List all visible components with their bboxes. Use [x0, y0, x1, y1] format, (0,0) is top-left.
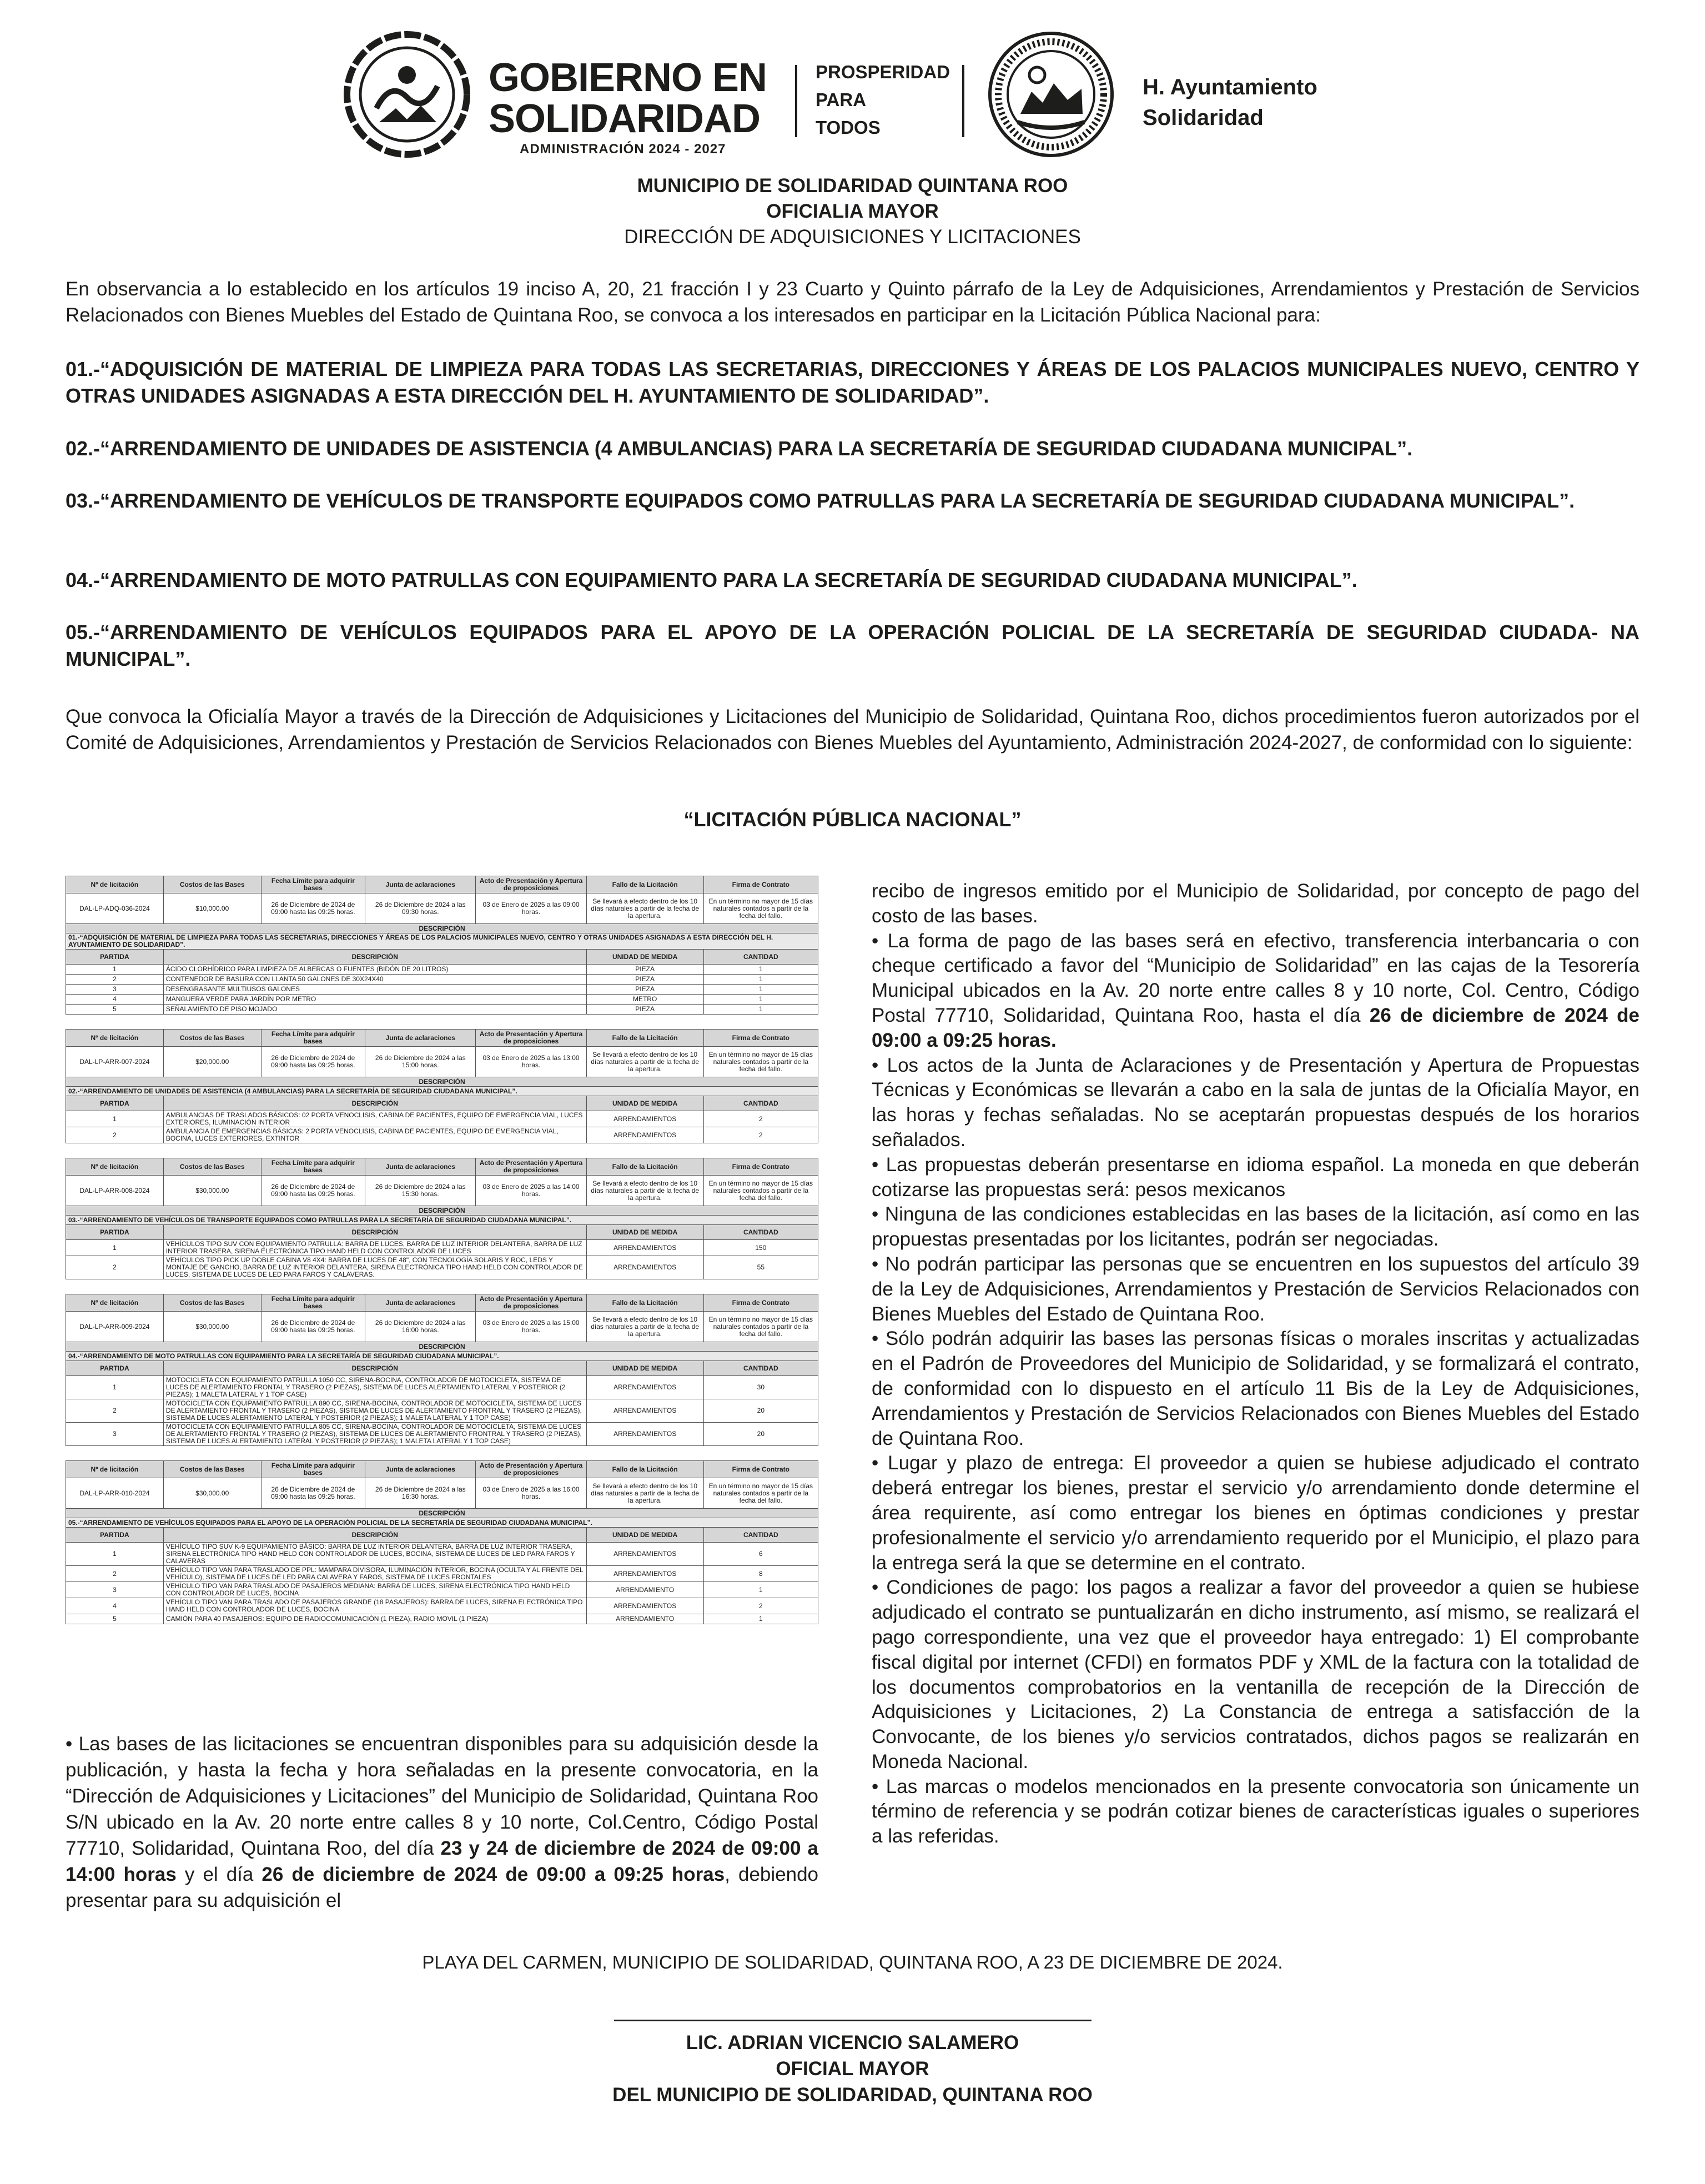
partida-cell: 4 — [66, 1598, 164, 1614]
quantity-cell: 2 — [703, 1111, 818, 1127]
table-row — [66, 1543, 818, 1566]
quantity-cell: 2 — [703, 1598, 818, 1614]
description-cell: CAMIÓN PARA 40 PASAJEROS: EQUIPO DE RADIOCOMUNICACIÓN (1 PIEZA), RADIO MOVIL (1 PIEZA) — [163, 1614, 586, 1624]
value-cell: DAL-LP-ARR-007-2024 — [66, 1047, 164, 1077]
items-header-row — [66, 950, 818, 965]
title-cell: 04.-“ARRENDAMIENTO DE MOTO PATRULLAS CON EQUIPAMIENTO PARA LA SECRETARÍA DE SEGURIDAD CIUDADANA MUNICIPAL”. — [66, 1352, 818, 1361]
licitacion-table — [66, 1029, 818, 1143]
value-cell: $30,000.00 — [163, 1312, 261, 1342]
header-cell: Acto de Presentación y Apertura de proposiciones — [476, 1030, 586, 1047]
bases-availability-paragraph — [66, 1731, 818, 1914]
value-cell: 03 de Enero de 2025 a las 13:00 horas. — [476, 1047, 586, 1077]
header-cell: UNIDAD DE MEDIDA — [586, 1096, 703, 1111]
value-cell: Se llevará a efecto dentro de los 10 días naturales a partir de la fecha de la apertura. — [586, 1478, 703, 1509]
table-row — [66, 985, 818, 995]
header-cell: Nº de licitación — [66, 1461, 164, 1478]
intro-paragraph: En observancia a lo establecido en los artículos 19 inciso A, 20, 21 fracción I y 23 Cuarto y Quinto párrafo de la Ley de Adquisiciones, Arrendamientos y Prestación de Servicios Relacionados con Bienes Muebles del Estado de Quintana Roo, se convoca a los interesados en participar en la Licitación Pública Nacional para: — [66, 278, 1639, 326]
table-gap — [66, 1446, 818, 1460]
header-cell: Firma de Contrato — [703, 1294, 818, 1312]
header-cell: DESCRIPCIÓN — [66, 1342, 818, 1352]
quantity-cell: 1 — [703, 975, 818, 985]
quantity-cell: 150 — [703, 1240, 818, 1256]
paragraph: • Las marcas o modelos mencionados en la presente convocatoria son únicamente un término de referencia y se podrán cotizar bienes de características iguales o superiores a las referidas. — [872, 1775, 1639, 1847]
partida-cell: 1 — [66, 1543, 164, 1566]
quantity-cell: 8 — [703, 1566, 818, 1582]
description-cell: VEHÍCULO TIPO VAN PARA TRASLADO DE PPL: MAMPARA DIVISORA, ILUMINACIÓN INTERIOR, BOCINA (OCULTA Y AL FRENTE DEL VEHÍCULO), SISTEMA DE LUCES DE LED PARA CALAVERA Y FAROS, SISTEMA DE LUCES FRONTALES — [163, 1566, 586, 1582]
header-cell: Acto de Presentación y Apertura de proposiciones — [476, 1158, 586, 1176]
header-cell: CANTIDAD — [703, 1361, 818, 1376]
value-cell: $30,000.00 — [163, 1478, 261, 1509]
header-cell: CANTIDAD — [703, 1096, 818, 1111]
value-cell: Se llevará a efecto dentro de los 10 días naturales a partir de la fecha de la apertura. — [586, 893, 703, 924]
header-cell: Costos de las Bases — [163, 1294, 261, 1312]
table-header-row — [66, 1158, 818, 1176]
description-cell: MOTOCICLETA CON EQUIPAMIENTO PATRULLA 1050 CC, SIRENA-BOCINA, CONTROLADOR DE MOTOCICLETA, SISTEMA DE LUCES DE ALERTAMIENTO FRONTAL Y TRASERO (2 PIEZAS), SISTEMA DE LUCES ALERTAMIENTO LATERAL Y POSTERIOR (2 PIEZAS); 1 MALETA LATERAL Y 1 TOP CASE) — [163, 1376, 586, 1399]
header-cell: UNIDAD DE MEDIDA — [586, 1225, 703, 1240]
description-header-row — [66, 1206, 818, 1216]
quantity-cell: 55 — [703, 1256, 818, 1279]
licitacion-table — [66, 1294, 818, 1446]
quantity-cell: 1 — [703, 965, 818, 975]
gov-line-2: SOLIDARIDAD — [489, 97, 760, 141]
header-cell: Costos de las Bases — [163, 1030, 261, 1047]
table-row — [66, 1478, 818, 1509]
unit-cell: ARRENDAMIENTOS — [586, 1376, 703, 1399]
value-cell: $30,000.00 — [163, 1176, 261, 1206]
licitacion-title-row — [66, 1216, 818, 1225]
licitacion-title-row — [66, 933, 818, 950]
value-cell: En un término no mayor de 15 días naturales contados a partir de la fecha del fallo. — [703, 1047, 818, 1077]
left-column-text — [66, 1731, 818, 1914]
table-gap — [66, 1015, 818, 1029]
items-header-row — [66, 1225, 818, 1240]
quantity-cell: 6 — [703, 1543, 818, 1566]
header-cell: DESCRIPCIÓN — [66, 1077, 818, 1087]
header-cell: Fecha Límite para adquirir bases — [261, 1158, 365, 1176]
header-cell: DESCRIPCIÓN — [66, 1206, 818, 1216]
header — [343, 31, 1453, 158]
value-cell: En un término no mayor de 15 días naturales contados a partir de la fecha del fallo. — [703, 893, 818, 924]
value-cell: 03 de Enero de 2025 a las 09:00 horas. — [476, 893, 586, 924]
value-cell: DAL-LP-ARR-008-2024 — [66, 1176, 164, 1206]
unit-cell: ARRENDAMIENTOS — [586, 1111, 703, 1127]
paragraph: • Las propuestas deberán presentarse en idioma español. La moneda en que deberán cotizarse las propuestas será: pesos mexicanos — [872, 1153, 1639, 1201]
partida-cell: 2 — [66, 1256, 164, 1279]
value-cell: En un término no mayor de 15 días naturales contados a partir de la fecha del fallo. — [703, 1478, 818, 1509]
table-row — [66, 1047, 818, 1077]
items-header-row — [66, 1528, 818, 1543]
paragraph: • Condiciones de pago: los pagos a realizar a favor del proveedor a quien se hubiese adjudicado el contrato se puntualizarán en dicho instrumento, así mismo, se realizará el pago correspondiente, una vez que el proveedor haya entregado: 1) El comprobante fiscal digital por internet (CFDI) en formatos PDF y XML de la factura con la totalidad de los documentos comprobatorios en la ventanilla de recepción de la Dirección de Adquisiciones y Licitaciones, 2) La Constancia de entrega a satisfacción de la Convocante, de los bienes y/o servicios contratados, dichos pagos se realizarán en Moneda Nacional. — [872, 1577, 1639, 1773]
header-cell: Costos de las Bases — [163, 876, 261, 893]
description-cell: CONTENEDOR DE BASURA CON LLANTA 50 GALONES DE 30X24X40 — [163, 975, 586, 985]
text-run: • Las bases de las licitaciones se encuentran disponibles para su adquisición desde la publicación, y hasta la fecha y hora señaladas en la presente convocatoria, en la “Dirección de Adquisiciones y Licitaciones” del Municipio de Solidaridad, Quintana Roo S/N ubicado en la Av. 20 norte entre calles 8 y 10 norte, Col.Centro, Código Postal 77710, Solidaridad, Quintana Roo, del día — [66, 1733, 818, 1859]
gov-line-1: GOBIERNO EN — [489, 56, 767, 100]
slogan-line-3: TODOS — [816, 117, 881, 138]
table-row — [66, 1399, 818, 1423]
items-header-row — [66, 1096, 818, 1111]
ayuntamiento-seal-icon — [987, 31, 1115, 158]
licitacion-table — [66, 876, 818, 1015]
header-cell: Firma de Contrato — [703, 876, 818, 893]
unit-cell: ARRENDAMIENTO — [586, 1614, 703, 1624]
header-cell: DESCRIPCIÓN — [66, 1509, 818, 1518]
title-municipio: MUNICIPIO DE SOLIDARIDAD QUINTANA ROO — [637, 175, 1068, 197]
value-cell: En un término no mayor de 15 días naturales contados a partir de la fecha del fallo. — [703, 1312, 818, 1342]
table-row — [66, 1312, 818, 1342]
quantity-cell: 20 — [703, 1399, 818, 1423]
header-cell: Junta de aclaraciones — [365, 1294, 476, 1312]
description-cell: VEHÍCULOS TIPO PICK UP DOBLE CABINA V8 4X4: BARRA DE LUCES DE 48", CON TECNOLOGÍA SOLARIS Y ROC, LEDS Y MONTAJE DE GANCHO, BARRA DE LUZ INTERIOR DELANTERA, SIRENA ELECTRÓNICA TIPO HAND HELD CON CONTROLADOR DE LUCES, SISTEMA DE LUCES DE LED PARA FAROS Y CALAVERAS. — [163, 1256, 586, 1279]
text-run: • La forma de pago de las bases será en efectivo, transferencia interbancaria o con cheque certificado a favor del “Municipio de Solidaridad” en las cajas de la Tesorería Municipal ubicados en la Av. 20 norte entre calles 8 y 10 norte, Col. Centro, Código Postal 77710, Solidaridad, Quintana Roo, hasta el día — [872, 930, 1639, 1026]
header-cell: Junta de aclaraciones — [365, 1158, 476, 1176]
partida-cell: 3 — [66, 985, 164, 995]
partida-cell: 2 — [66, 1399, 164, 1423]
value-cell: 03 de Enero de 2025 a las 16:00 horas. — [476, 1478, 586, 1509]
signature-line — [614, 2020, 1092, 2021]
licitacion-title-row — [66, 1518, 818, 1528]
quantity-cell: 1 — [703, 1005, 818, 1015]
description-cell: AMBULANCIA DE EMERGENCIAS BÁSICAS: 2 PORTA VENOCLISIS, CABINA DE PACIENTES, EQUIPO DE EMERGENCIA VIAL, BOCINA, LUCES EXTERIORES, EXTINTOR — [163, 1127, 586, 1143]
value-cell: DAL-LP-ARR-010-2024 — [66, 1478, 164, 1509]
items-header-row — [66, 1361, 818, 1376]
value-cell: $20,000.00 — [163, 1047, 261, 1077]
government-name — [489, 57, 767, 139]
header-cell: Nº de licitación — [66, 1030, 164, 1047]
header-cell: Fallo de la Licitación — [586, 1294, 703, 1312]
header-cell: CANTIDAD — [703, 950, 818, 965]
header-cell: Junta de aclaraciones — [365, 1030, 476, 1047]
bold-run: 23 y 24 de diciembre de 2024 de 09:00 a 14:00 horas — [66, 1837, 818, 1885]
quantity-cell: 1 — [703, 985, 818, 995]
convoca-paragraph: Que convoca la Oficialía Mayor a través de la Dirección de Adquisiciones y Licitaciones del Municipio de Solidaridad, Quintana Roo, dichos procedimientos fueron autorizados por el Comité de Adquisiciones, Arrendamientos y Prestación de Servicios Relacionados con Bienes Muebles del Ayuntamiento, Administración 2024-2027, de conformidad con lo siguiente: — [66, 706, 1639, 754]
table-row — [66, 1240, 818, 1256]
ayuntamiento-name — [1143, 72, 1317, 133]
header-cell: Junta de aclaraciones — [365, 1461, 476, 1478]
value-cell: 26 de Diciembre de 2024 a las 16:30 horas. — [365, 1478, 476, 1509]
table-row — [66, 975, 818, 985]
paragraph: • Ninguna de las condiciones establecidas en las bases de la licitación, así como en las propuestas presentadas por los licitantes, podrán ser negociadas. — [872, 1203, 1639, 1251]
ayunt-line-2: Solidaridad — [1143, 106, 1264, 130]
header-cell: Costos de las Bases — [163, 1158, 261, 1176]
signer-role: OFICIAL MAYOR — [776, 2058, 929, 2080]
value-cell: DAL-LP-ARR-009-2024 — [66, 1312, 164, 1342]
licitacion-title-row — [66, 1087, 818, 1096]
unit-cell: METRO — [586, 995, 703, 1005]
title-cell: 01.-“ADQUISICIÓN DE MATERIAL DE LIMPIEZA PARA TODAS LAS SECRETARIAS, DIRECCIONES Y ÁREAS DE LOS PALACIOS MUNICIPALES NUEVO, CENTRO Y OTRAS UNIDADES ASIGNADAS A ESTA DIRECCIÓN DEL H. AYUNTAMIENTO DE SOLIDARIDAD”. — [66, 933, 818, 950]
partida-cell: 2 — [66, 1127, 164, 1143]
partida-cell: 4 — [66, 995, 164, 1005]
header-cell: Fallo de la Licitación — [586, 1461, 703, 1478]
partida-cell: 3 — [66, 1582, 164, 1598]
description-cell: VEHÍCULO TIPO VAN PARA TRASLADO DE PASAJEROS GRANDE (18 PASAJEROS): BARRA DE LUCES, SIRENA ELECTRÓNICA TIPO HAND HELD CON CONTROLADOR DE LUCES, BOCINA — [163, 1598, 586, 1614]
table-row — [66, 965, 818, 975]
description-cell: MOTOCICLETA CON EQUIPAMIENTO PATRULLA 890 CC, SIRENA-BOCINA, CONTROLADOR DE MOTOCICLETA, SISTEMA DE LUCES DE ALERTAMIENTO FRONTAL Y TRASERO (2 PIEZAS), SISTEMA DE LUCES DE ALERTAMIENTO FRONTRAL Y TRASERO (2 PIEZAS), SISTEMA DE LUCES ALERTAMIENTO LATERAL Y POSTERIOR (2 PIEZAS); 1 MALETA LATERAL Y 1 TOP CASE) — [163, 1399, 586, 1423]
solidaridad-logo-icon — [343, 31, 471, 158]
partida-cell: 5 — [66, 1614, 164, 1624]
header-cell: UNIDAD DE MEDIDA — [586, 950, 703, 965]
header-cell: DESCRIPCIÓN — [163, 1528, 586, 1543]
quantity-cell: 1 — [703, 1582, 818, 1598]
item-03: 03.-“ARRENDAMIENTO DE VEHÍCULOS DE TRANSPORTE EQUIPADOS COMO PATRULLAS PARA LA SECRETARÍA DE SEGURIDAD CIUDADANA MUNICIPAL”. — [66, 489, 1575, 512]
header-cell: DESCRIPCIÓN — [163, 1361, 586, 1376]
table-gap — [66, 1279, 818, 1294]
header-cell: Fallo de la Licitación — [586, 1158, 703, 1176]
value-cell: Se llevará a efecto dentro de los 10 días naturales a partir de la fecha de la apertura. — [586, 1176, 703, 1206]
header-cell: DESCRIPCIÓN — [66, 924, 818, 933]
bold-run: 26 de diciembre de 2024 de 09:00 a 09:25 horas — [261, 1864, 725, 1885]
description-cell: VEHÍCULO TIPO VAN PARA TRASLADO DE PASAJEROS MEDIANA: BARRA DE LUCES, SIRENA ELECTRÓNICA TIPO HAND HELD CON CONTROLADOR DE LUCES, BOCINA — [163, 1582, 586, 1598]
slogan-line-2: PARA — [816, 89, 867, 110]
administration-period: ADMINISTRACIÓN 2024 - 2027 — [520, 142, 726, 157]
header-cell: CANTIDAD — [703, 1528, 818, 1543]
quantity-cell: 20 — [703, 1423, 818, 1446]
header-cell: Costos de las Bases — [163, 1461, 261, 1478]
table-row — [66, 1127, 818, 1143]
item-05: 05.-“ARRENDAMIENTO DE VEHÍCULOS EQUIPADOS PARA EL APOYO DE LA OPERACIÓN POLICIAL DE LA SECRETARÍA DE SEGURIDAD CIUDADA- NA MUNICIPAL”. — [66, 621, 1639, 670]
partida-cell: 2 — [66, 975, 164, 985]
quantity-cell: 30 — [703, 1376, 818, 1399]
table-row — [66, 1582, 818, 1598]
paragraph: • Los actos de la Junta de Aclaraciones y de Presentación y Apertura de Propuestas Técnicas y Económicas se llevarán a cabo en la sala de juntas de la Oficialía Mayor, en las horas y fechas señaladas. No se aceptarán propuestas después de los horarios señalados. — [872, 1054, 1639, 1151]
paragraph — [872, 929, 1639, 1053]
header-cell: UNIDAD DE MEDIDA — [586, 1528, 703, 1543]
value-cell: 03 de Enero de 2025 a las 15:00 horas. — [476, 1312, 586, 1342]
bold-run: 26 de diciembre de 2024 de 09:00 a 09:25 horas. — [872, 1004, 1639, 1051]
table-row — [66, 1256, 818, 1279]
value-cell: Se llevará a efecto dentro de los 10 días naturales a partir de la fecha de la apertura. — [586, 1047, 703, 1077]
table-row — [66, 995, 818, 1005]
title-cell: 02.-“ARRENDAMIENTO DE UNIDADES DE ASISTENCIA (4 AMBULANCIAS) PARA LA SECRETARÍA DE SEGURIDAD CIUDADANA MUNICIPAL”. — [66, 1087, 818, 1096]
partida-cell: 1 — [66, 1111, 164, 1127]
header-cell: PARTIDA — [66, 1225, 164, 1240]
table-row — [66, 893, 818, 924]
value-cell: 26 de Diciembre de 2024 de 09:00 hasta las 09:25 horas. — [261, 893, 365, 924]
table-header-row — [66, 1461, 818, 1478]
ayunt-line-1: H. Ayuntamiento — [1143, 75, 1317, 99]
table-row — [66, 1614, 818, 1624]
description-cell: MOTOCICLETA CON EQUIPAMIENTO PATRULLA 805 CC, SIRENA-BOCINA, CONTROLADOR DE MOTOCICLETA, SISTEMA DE LUCES DE ALERTAMIENTO FRONTAL Y TRASERO (2 PIEZAS), SISTEMA DE LUCES DE ALERTAMIENTO FRONTRAL Y TRASERO (2 PIEZAS), SISTEMA DE LUCES ALERTAMIENTO LATERAL Y POSTERIOR (2 PIEZAS); 1 MALETA LATERAL Y 1 TOP CASE) — [163, 1423, 586, 1446]
value-cell: 26 de Diciembre de 2024 de 09:00 hasta las 09:25 horas. — [261, 1047, 365, 1077]
header-cell: Junta de aclaraciones — [365, 876, 476, 893]
item-04: 04.-“ARRENDAMIENTO DE MOTO PATRULLAS CON EQUIPAMIENTO PARA LA SECRETARÍA DE SEGURIDAD CIUDADANA MUNICIPAL”. — [66, 569, 1357, 591]
item-02: 02.-“ARRENDAMIENTO DE UNIDADES DE ASISTENCIA (4 AMBULANCIAS) PARA LA SECRETARÍA DE SEGURIDAD CIUDADANA MUNICIPAL”. — [66, 437, 1413, 460]
unit-cell: PIEZA — [586, 975, 703, 985]
unit-cell: ARRENDAMIENTOS — [586, 1566, 703, 1582]
header-cell: Fecha Límite para adquirir bases — [261, 1030, 365, 1047]
unit-cell: PIEZA — [586, 965, 703, 975]
header-cell: Nº de licitación — [66, 1294, 164, 1312]
table-gap — [66, 1143, 818, 1158]
header-cell: Acto de Presentación y Apertura de proposiciones — [476, 1294, 586, 1312]
header-cell: Fecha Límite para adquirir bases — [261, 1461, 365, 1478]
title-cell: 03.-“ARRENDAMIENTO DE VEHÍCULOS DE TRANSPORTE EQUIPADOS COMO PATRULLAS PARA LA SECRETARÍA DE SEGURIDAD CIUDADANA MUNICIPAL”. — [66, 1216, 818, 1225]
description-cell: ÁCIDO CLORHÍDRICO PARA LIMPIEZA DE ALBERCAS O FUENTES (BIDÓN DE 20 LITROS) — [163, 965, 586, 975]
value-cell: 26 de Diciembre de 2024 a las 15:30 horas. — [365, 1176, 476, 1206]
description-cell: VEHÍCULO TIPO SUV K-9 EQUIPAMIENTO BÁSICO: BARRA DE LUZ INTERIOR DELANTERA, BARRA DE LUZ INTERIOR TRASERA, SIRENA ELECTRÓNICA TIPO HAND HELD CON CONTROLADOR DE LUCES, BOCINA, SISTEMA DE LUCES DE LED PARA FAROS Y CALAVERAS — [163, 1543, 586, 1566]
signature-block — [66, 2030, 1639, 2108]
table-header-row — [66, 876, 818, 893]
unit-cell: ARRENDAMIENTOS — [586, 1423, 703, 1446]
table-row — [66, 1005, 818, 1015]
header-cell: DESCRIPCIÓN — [163, 1225, 586, 1240]
quantity-cell: 2 — [703, 1127, 818, 1143]
description-header-row — [66, 1509, 818, 1518]
header-cell: Firma de Contrato — [703, 1030, 818, 1047]
table-row — [66, 1566, 818, 1582]
right-column-text — [872, 879, 1639, 1849]
table-row — [66, 1376, 818, 1399]
header-cell: UNIDAD DE MEDIDA — [586, 1361, 703, 1376]
description-header-row — [66, 1077, 818, 1087]
partida-cell: 3 — [66, 1423, 164, 1446]
unit-cell: ARRENDAMIENTOS — [586, 1399, 703, 1423]
licitaciones-tables — [66, 876, 818, 1624]
header-cell: Firma de Contrato — [703, 1461, 818, 1478]
value-cell: 03 de Enero de 2025 a las 14:00 horas. — [476, 1176, 586, 1206]
value-cell: 26 de Diciembre de 2024 de 09:00 hasta las 09:25 horas. — [261, 1312, 365, 1342]
header-cell: CANTIDAD — [703, 1225, 818, 1240]
value-cell: 26 de Diciembre de 2024 de 09:00 hasta las 09:25 horas. — [261, 1478, 365, 1509]
slogan — [816, 58, 950, 142]
table-row — [66, 1598, 818, 1614]
header-cell: Nº de licitación — [66, 876, 164, 893]
quantity-cell: 1 — [703, 995, 818, 1005]
header-cell: PARTIDA — [66, 1528, 164, 1543]
value-cell: 26 de Diciembre de 2024 a las 15:00 horas. — [365, 1047, 476, 1077]
header-cell: PARTIDA — [66, 1096, 164, 1111]
text-run: y el día — [176, 1864, 262, 1885]
description-cell: AMBULANCIAS DE TRASLADOS BÁSICOS: 02 PORTA VENOCLISIS, CABINA DE PACIENTES, EQUIPO DE EMERGENCIA VIAL, LUCES EXTERIORES, ILUMINACIÓN INTERIOR — [163, 1111, 586, 1127]
unit-cell: ARRENDAMIENTOS — [586, 1256, 703, 1279]
table-row — [66, 1423, 818, 1446]
partida-cell: 5 — [66, 1005, 164, 1015]
slogan-line-1: PROSPERIDAD — [816, 62, 950, 82]
value-cell: 26 de Diciembre de 2024 de 09:00 hasta las 09:25 horas. — [261, 1176, 365, 1206]
table-row — [66, 1176, 818, 1206]
partida-cell: 1 — [66, 1376, 164, 1399]
unit-cell: PIEZA — [586, 985, 703, 995]
header-cell: PARTIDA — [66, 1361, 164, 1376]
unit-cell: ARRENDAMIENTOS — [586, 1543, 703, 1566]
date-line: PLAYA DEL CARMEN, MUNICIPIO DE SOLIDARIDAD, QUINTANA ROO, A 23 DE DICIEMBRE DE 2024. — [422, 1952, 1283, 1972]
description-cell: VEHÍCULOS TIPO SUV CON EQUIPAMIENTO PATRULLA: BARRA DE LUCES, BARRA DE LUZ INTERIOR DELANTERA, BARRA DE LUZ INTERIOR TRASERA, SIRENA ELECTRÓNICA TIPO HAND HELD CON CONTROLADOR DE LUCES — [163, 1240, 586, 1256]
quantity-cell: 1 — [703, 1614, 818, 1624]
header-cell: PARTIDA — [66, 950, 164, 965]
title-cell: 05.-“ARRENDAMIENTO DE VEHÍCULOS EQUIPADOS PARA EL APOYO DE LA OPERACIÓN POLICIAL DE LA SECRETARÍA DE SEGURIDAD CIUDADANA MUNICIPAL”. — [66, 1518, 818, 1528]
value-cell: $10,000.00 — [163, 893, 261, 924]
header-cell: Nº de licitación — [66, 1158, 164, 1176]
description-header-row — [66, 924, 818, 933]
header-cell: Fallo de la Licitación — [586, 1030, 703, 1047]
licitacion-title-row — [66, 1352, 818, 1361]
header-cell: Acto de Presentación y Apertura de proposiciones — [476, 1461, 586, 1478]
value-cell: 26 de Diciembre de 2024 a las 16:00 horas. — [365, 1312, 476, 1342]
header-cell: Acto de Presentación y Apertura de proposiciones — [476, 876, 586, 893]
header-cell: Firma de Contrato — [703, 1158, 818, 1176]
value-cell: DAL-LP-ADQ-036-2024 — [66, 893, 164, 924]
description-cell: SEÑALAMIENTO DE PISO MOJADO — [163, 1005, 586, 1015]
description-cell: DESENGRASANTE MULTIUSOS GALONES — [163, 985, 586, 995]
unit-cell: ARRENDAMIENTO — [586, 1582, 703, 1598]
signer-org: DEL MUNICIPIO DE SOLIDARIDAD, QUINTANA ROO — [612, 2084, 1093, 2106]
header-cell: DESCRIPCIÓN — [163, 1096, 586, 1111]
item-01: 01.-“ADQUISICIÓN DE MATERIAL DE LIMPIEZA PARA TODAS LAS SECRETARIAS, DIRECCIONES Y ÁREAS DE LOS PALACIOS MUNICIPALES NUEVO, CENTRO Y OTRAS UNIDADES ASIGNADAS A ESTA DIRECCIÓN DEL H. AYUNTAMIENTO DE SOLIDARIDAD”. — [66, 358, 1639, 407]
value-cell: En un término no mayor de 15 días naturales contados a partir de la fecha del fallo. — [703, 1176, 818, 1206]
divider — [962, 65, 964, 137]
signer-name: LIC. ADRIAN VICENCIO SALAMERO — [686, 2032, 1019, 2054]
unit-cell: ARRENDAMIENTOS — [586, 1240, 703, 1256]
unit-cell: PIEZA — [586, 1005, 703, 1015]
unit-cell: ARRENDAMIENTOS — [586, 1127, 703, 1143]
partida-cell: 1 — [66, 1240, 164, 1256]
paragraph: • No podrán participar las personas que se encuentren en los supuestos del artículo 39 de la Ley de Adquisiciones, Arrendamientos y Prestación de Servicios Relacionados con Bienes Muebles del Estado de Quintana Roo. — [872, 1253, 1639, 1325]
document-page — [66, 0, 1639, 2184]
section-title: “LICITACIÓN PÚBLICA NACIONAL” — [683, 808, 1022, 831]
licitacion-table — [66, 1158, 818, 1279]
description-header-row — [66, 1342, 818, 1352]
header-cell: Fecha Límite para adquirir bases — [261, 1294, 365, 1312]
paragraph: • Sólo podrán adquirir las bases las personas físicas o morales inscritas y actualizadas en el Padrón de Proveedores del Municipio de Solidaridad, y se formalizará el contrato, de conformidad con lo dispuesto en el artículo 11 Bis de la Ley de Adquisiciones, Arrendamientos y Prestación de Servicios Relacionados con Bienes Muebles del Estado de Quintana Roo. — [872, 1328, 1639, 1449]
header-cell: DESCRIPCIÓN — [163, 950, 586, 965]
text-run: , debiendo presentar para su adquisición el — [66, 1864, 819, 1911]
value-cell: Se llevará a efecto dentro de los 10 días naturales a partir de la fecha de la apertura. — [586, 1312, 703, 1342]
unit-cell: ARRENDAMIENTOS — [586, 1598, 703, 1614]
table-header-row — [66, 1294, 818, 1312]
table-header-row — [66, 1030, 818, 1047]
document-titles — [66, 173, 1639, 250]
licitacion-table — [66, 1460, 818, 1624]
paragraph: recibo de ingresos emitido por el Municipio de Solidaridad, por concepto de pago del costo de las bases. — [872, 880, 1639, 927]
title-oficialia: OFICIALIA MAYOR — [766, 200, 939, 222]
description-cell: MANGUERA VERDE PARA JARDÍN POR METRO — [163, 995, 586, 1005]
header-cell: Fecha Límite para adquirir bases — [261, 876, 365, 893]
title-direccion: DIRECCIÓN DE ADQUISICIONES Y LICITACIONES — [624, 226, 1081, 248]
paragraph: • Lugar y plazo de entrega: El proveedor a quien se hubiese adjudicado el contrato deberá entregar los bienes, prestar el servicio y/o arrendamiento donde determine el área requirente, así como entregar los bienes en óptimas condiciones y prestar profesionalmente el servicio y/o arrendamiento requerido por el Municipio, el plazo para la entrega será la que se determine en el contrato. — [872, 1452, 1639, 1574]
divider — [795, 65, 797, 137]
table-row — [66, 1111, 818, 1127]
header-cell: Fallo de la Licitación — [586, 876, 703, 893]
partida-cell: 1 — [66, 965, 164, 975]
partida-cell: 2 — [66, 1566, 164, 1582]
value-cell: 26 de Diciembre de 2024 a las 09:30 horas. — [365, 893, 476, 924]
